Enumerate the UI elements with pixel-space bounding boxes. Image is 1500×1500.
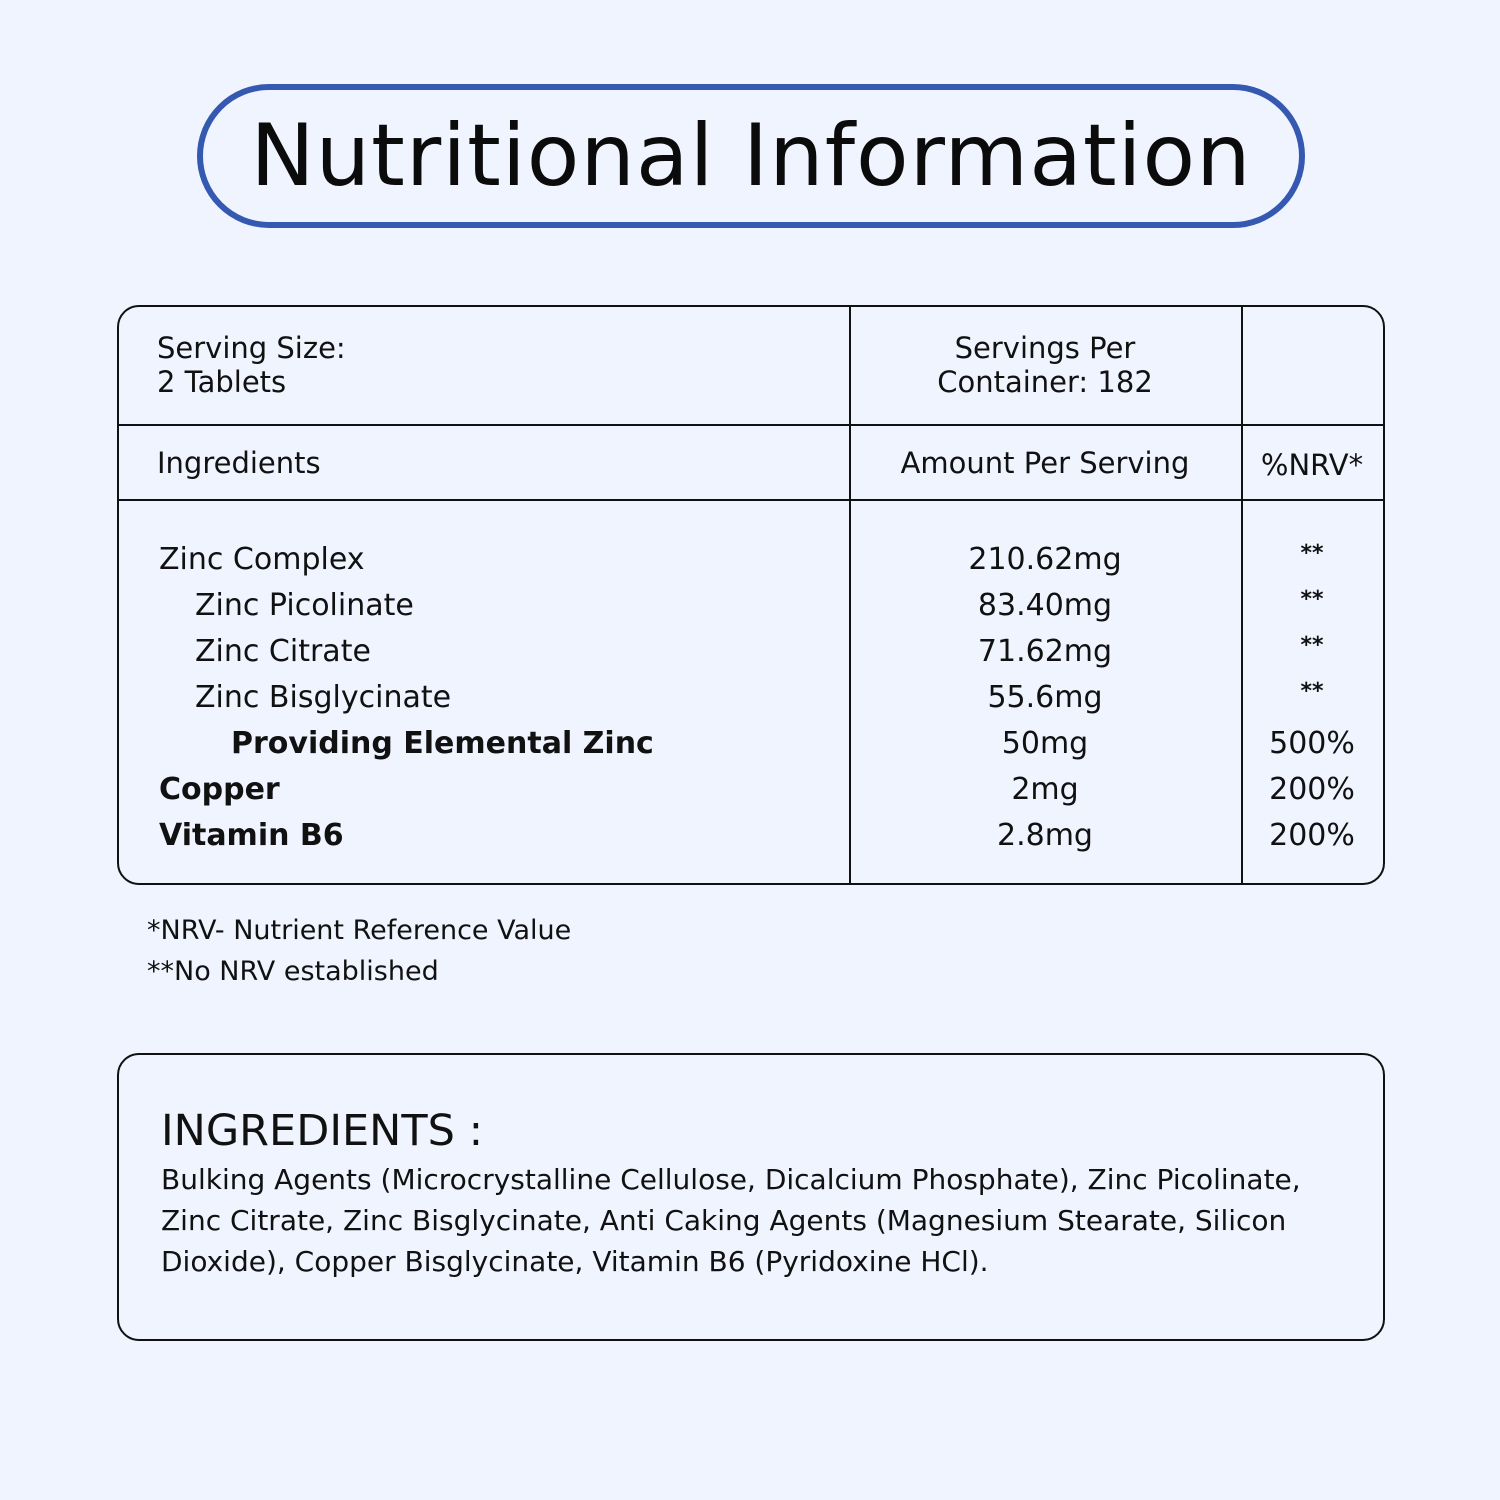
nutrient-nrv: **	[1300, 541, 1324, 566]
ingredients-list: Bulking Agents (Microcrystalline Cellulose, Dicalcium Phosphate), Zinc Picolinate, Zinc Citrate, Zinc Bisglycinate, Anti Caking Agents (Magnesium Stearate, Silicon Dioxide), Copper Bisglycinate, Vitamin B6 (Pyridoxine HCl).	[161, 1163, 1301, 1278]
nutrient-amount: 50mg	[1001, 726, 1089, 761]
nutrient-nrv: 500%	[1269, 726, 1355, 761]
nutrient-name: Copper	[159, 772, 280, 807]
page-title: Nutritional Information	[250, 106, 1252, 206]
nutrient-amount: 2mg	[1011, 772, 1079, 807]
row-divider	[119, 499, 1383, 501]
nrv-footnote: *NRV- Nutrient Reference Value	[147, 915, 572, 946]
nutrient-name: Zinc Picolinate	[195, 588, 414, 623]
nutrient-nrv: **	[1300, 587, 1324, 612]
servings-per-value: Container: 182	[937, 365, 1153, 399]
nutrient-name: Zinc Bisglycinate	[195, 680, 452, 715]
table-row	[119, 817, 1383, 863]
row-divider	[119, 424, 1383, 426]
column-header-ingredients: Ingredients	[157, 446, 321, 480]
ingredients-panel	[117, 1053, 1385, 1341]
nutrient-name: Zinc Complex	[159, 542, 365, 577]
nutrient-amount: 55.6mg	[987, 680, 1103, 715]
table-row	[119, 679, 1383, 725]
servings-per-container	[849, 331, 1241, 399]
footnotes	[147, 910, 571, 992]
nutrient-amount: 71.62mg	[977, 634, 1113, 669]
servings-per-label: Servings Per	[954, 331, 1136, 365]
nutrient-nrv: **	[1300, 633, 1324, 658]
nutrient-name: Vitamin B6	[159, 818, 344, 853]
table-row	[119, 771, 1383, 817]
serving-size	[157, 331, 346, 399]
serving-size-label: Serving Size:	[157, 331, 346, 365]
table-row	[119, 725, 1383, 771]
table-row	[119, 587, 1383, 633]
table-row	[119, 633, 1383, 679]
nutrient-nrv: 200%	[1269, 818, 1355, 853]
column-header-nrv: %NRV*	[1260, 448, 1364, 482]
ingredients-heading: INGREDIENTS :	[161, 1106, 484, 1156]
nutrient-amount: 210.62mg	[968, 542, 1122, 577]
column-header-amount: Amount Per Serving	[900, 446, 1190, 480]
nutrient-name: Providing Elemental Zinc	[231, 726, 654, 761]
nutrient-amount: 2.8mg	[997, 818, 1093, 853]
serving-size-value: 2 Tablets	[157, 365, 287, 399]
nutrient-nrv: 200%	[1269, 772, 1355, 807]
nutrient-name: Zinc Citrate	[195, 634, 371, 669]
title-banner	[197, 84, 1305, 228]
nutrient-nrv: **	[1300, 679, 1324, 704]
table-row	[119, 541, 1383, 587]
nutrition-facts-table	[117, 305, 1385, 885]
no-nrv-footnote: **No NRV established	[147, 956, 439, 987]
nutrient-amount: 83.40mg	[977, 588, 1113, 623]
nutrient-rows	[119, 541, 1383, 863]
